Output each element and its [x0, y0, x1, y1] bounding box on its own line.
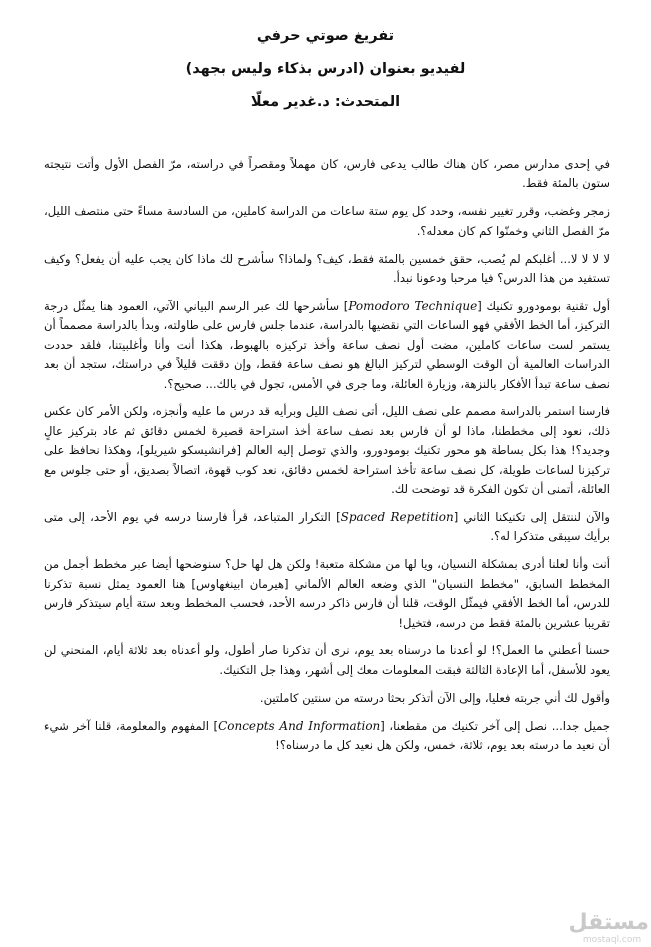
mostaql-url: mostaql.com: [582, 935, 642, 945]
paragraph-2: زمجر وغضب، وقرر تغيير نفسه، وحدد كل يوم ستة ساعات من الدراسة كاملين، من السادسة مساءً حتى منتصف الليل، مرّ الفصل الثاني وخمنّوا كم كان معدله؟.: [44, 204, 610, 238]
mostaql-logo: مستقل: [568, 910, 649, 935]
video-title: لفيديو بعنوان (ادرس بذكاء وليس بجهد): [185, 61, 466, 77]
speaker-line: المتحدث: د.غدير معلّا: [250, 94, 401, 110]
paragraph-6-rest: ] التكرار المتباعد، قرأ فارسنا درسه في يوم الأحد، إلى متى برأيك سيبقى متذكرا له؟.: [44, 510, 610, 544]
mostaql-watermark: [568, 910, 649, 945]
paragraph-6: [44, 508, 610, 547]
paragraph-6-lead: والآن لننتقل إلى تكنيكنا الثاني [: [453, 510, 610, 524]
spaced-repetition-term: Spaced Repetition: [340, 510, 454, 524]
pomodoro-technique-term: Pomodoro Technique: [348, 298, 478, 313]
concepts-information-term: Concepts And Information: [218, 718, 381, 733]
paragraph-10-lead: جميل جدا... نصل إلى آخر تكنيك من مقطعنا، [: [380, 718, 611, 733]
transcript-body: [44, 155, 610, 764]
paragraph-7: أنت وأنا لعلنا أدرى بمشكلة النسيان، ويا لها من مشكلة متعبة! ولكن هل لها حل؟ سنوضحها أيضا عبر مخطط أجمل من المخطط السابق، "مخطط النسيان" الذي وضعه العالم الألماني [هيرمان ابينغهاوس] هنا العمود يمثل نسبة تذكرنا للدرس، أما الخط الأفقي فيمثّل الوقت، قلنا أن فارس ذاكر درسه الأحد، فحسب المخطط وبعد ستة أيام سيتذكر فارس تقريبا عشرين بالمئة فقط من درسه، فتخيل!: [44, 557, 610, 630]
paragraph-4: [44, 297, 610, 394]
paragraph-4-lead: أول تقنية بومودورو تكنيك [: [477, 298, 610, 313]
paragraph-9: وأقول لك أني جربته فعليا، وإلى الآن أتذكر بحثا درسته من سنتين كاملتين.: [259, 690, 610, 705]
paragraph-4-rest: ] سأشرحها لك عبر الرسم البياني الآتي، العمود هنا يمثّل درجة التركيز، أما الخط الأفقي فهو الساعات التي نقضيها بالدراسة، عندما جلس فارس على طاولته، وبدأ بالدراسة مصمماً أن يستمر لست ساعات كاملين، مضت أول نصف ساعة وأخذ تركيزه بالهبوط، هكذا أنت وأنا وأغلبيتنا، فلقد حددت الدراسات العالمية أن الوقت الوسطي لتركيز البالغ هو نصف ساعة فقط، وإن دققت قليلاً في دراستك، ستجد أن بعد نصف ساعة تبدأ الأفكار بالنزهة، وزيارة العائلة، وما جرى في الأمس، تجول في بالك... صحيح؟.: [44, 298, 610, 391]
paragraph-8: حسنا أعطني ما العمل؟! لو أعدنا ما درسناه بعد يوم، نرى أن تذكرنا صار أطول، ولو أعدناه بعد ثلاثة أيام، المنحني لن يعود للأسفل، أما الإعادة الثالثة فبقت المعلومات معك إلى أشهر، وهذا جل التكنيك.: [44, 643, 610, 677]
paragraph-3: لا لا لا لا... أغلبكم لم يُصب، حقق خمسين بالمئة فقط، كيف؟ ولماذا؟ سأشرح لك ماذا كان يجب عليه أن يفعل؟ وكيف تستفيد من هذا الدرس؟ فيا مرحبا ودعونا نبدأ.: [44, 251, 610, 286]
paragraph-10: [44, 717, 610, 756]
paragraph-10-rest: ] المفهوم والمعلومة، قلنا آخر شيء أن نعيد ما درسته بعد يوم، ثلاثة، خمس، ولكن هل نعيد كل ما درسناه؟!: [44, 718, 610, 753]
paragraph-1: في إحدى مدارس مصر، كان هناك طالب يدعى فارس، كان مهملاً ومقصراً في دراسته، مرّ الفصل الأول وأتت نتيجته ستون بالمئة فقط.: [44, 157, 610, 191]
paragraph-5: فارسنا استمر بالدراسة مصمم على نصف الليل، أتى نصف الليل وبرأيه قد درس ما عليه وأنجزه، ولكن الأمر كان عكس ذلك، نعود إلى مخططنا، ماذا لو أن فارس بعد نصف ساعة أخذ استراحة قصيرة لخمس دقائق ثم عاد بتركيز عالٍ وجديد؟! هذا بكل بساطة هو محور تكنيك بومودورو، والذي توصل إليه العالم [فرانشيسكو شيريلو]، وهكذا نحافظ على تركيزنا لساعات طويلة، كل نصف ساعة تأخذ استراحة لخمس دقائق، نعد كوب قهوة، اتصالاً بصديق، أو حتى جلوس مع العائلة، أتمنى أن تكون الفكرة قد توضحت لك.: [44, 404, 610, 497]
title-block: [0, 26, 651, 125]
document-title: تفريغ صوتي حرفي: [256, 28, 395, 44]
